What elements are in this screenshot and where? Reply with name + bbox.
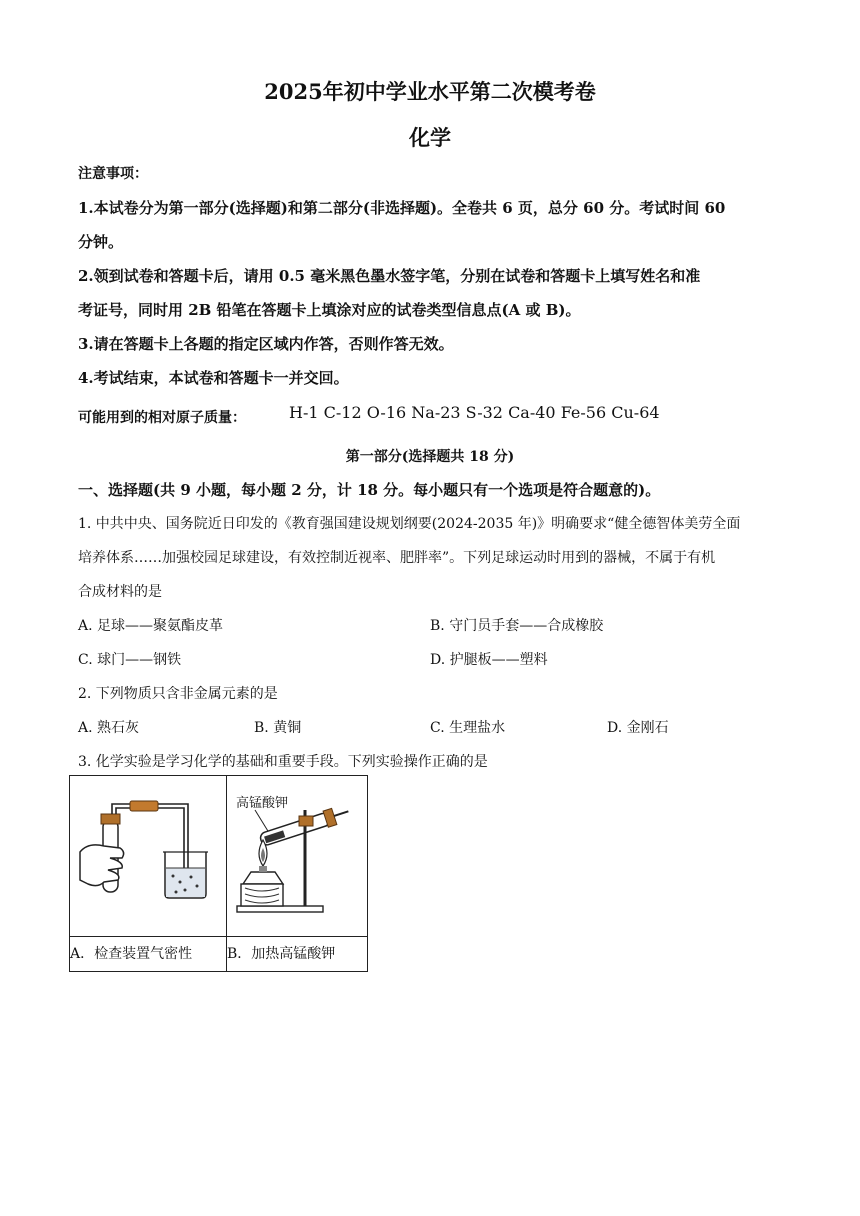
caption-a: A．检查装置气密性 (70, 937, 227, 972)
experiment-table (69, 775, 368, 972)
atomic-mass-values: H-1 C-12 O-16 Na-23 S-32 Ca-40 Fe-56 Cu-64 (289, 403, 660, 422)
caption-b: B．加热高锰酸钾 (227, 937, 368, 972)
exam-title: 2025年初中学业水平第二次模考卷 (264, 79, 596, 104)
q2-option-c: C. 生理盐水 (430, 720, 506, 736)
atomic-mass-label: 可能用到的相对原子质量： (78, 410, 246, 426)
notes-line-4: 考证号，同时用 2B 铅笔在答题卡上填涂对应的试卷类型信息点(A 或 B)。 (78, 301, 581, 319)
q2-stem: 2. 下列物质只含非金属元素的是 (78, 686, 278, 702)
q1-line-1: 1. 中共中央、国务院近日印发的《教育强国建设规划纲要(2024-2035 年)》明确要求“健全德智体美劳全面 (78, 516, 741, 532)
part1-heading: 第一部分(选择题共 18 分) (345, 449, 515, 465)
notes-line-3: 2.领到试卷和答题卡后，请用 0.5 毫米黑色墨水签字笔，分别在试卷和答题卡上填写姓名和准 (78, 267, 701, 285)
airtightness-check-figure (70, 776, 226, 932)
q1-option-b: B. 守门员手套——合成橡胶 (430, 618, 604, 634)
q1-option-c: C. 球门——钢铁 (78, 652, 182, 668)
notes-line-2: 分钟。 (78, 233, 124, 251)
q2-option-b: B. 黄铜 (254, 720, 302, 736)
q2-option-d: D. 金刚石 (607, 720, 669, 736)
q1-option-a: A. 足球——聚氨酯皮革 (78, 618, 224, 634)
subject-title: 化学 (409, 125, 451, 150)
figure-a-cell (70, 776, 227, 937)
q1-line-3: 合成材料的是 (78, 584, 162, 600)
q1-option-d: D. 护腿板——塑料 (430, 652, 548, 668)
q2-option-a: A. 熟石灰 (78, 720, 140, 736)
potassium-permanganate-label: 高锰酸钾 (236, 796, 289, 811)
notes-line-1: 1.本试卷分为第一部分(选择题)和第二部分(非选择题)。全卷共 6 页，总分 60 分。考试时间 60 (78, 199, 726, 217)
notes-line-5: 3.请在答题卡上各题的指定区域内作答，否则作答无效。 (78, 335, 454, 353)
notes-heading: 注意事项： (78, 166, 148, 182)
notes-line-6: 4.考试结束，本试卷和答题卡一并交回。 (78, 369, 349, 387)
q1-line-2: 培养体系……加强校园足球建设，有效控制近视率、肥胖率”。下列足球运动时用到的器械，不属于有机 (78, 550, 716, 566)
section-heading: 一、选择题(共 9 小题，每小题 2 分，计 18 分。每小题只有一个选项是符合题意的)。 (78, 481, 661, 499)
figure-b-cell (227, 776, 368, 937)
q3-stem: 3. 化学实验是学习化学的基础和重要手段。下列实验操作正确的是 (78, 754, 488, 770)
